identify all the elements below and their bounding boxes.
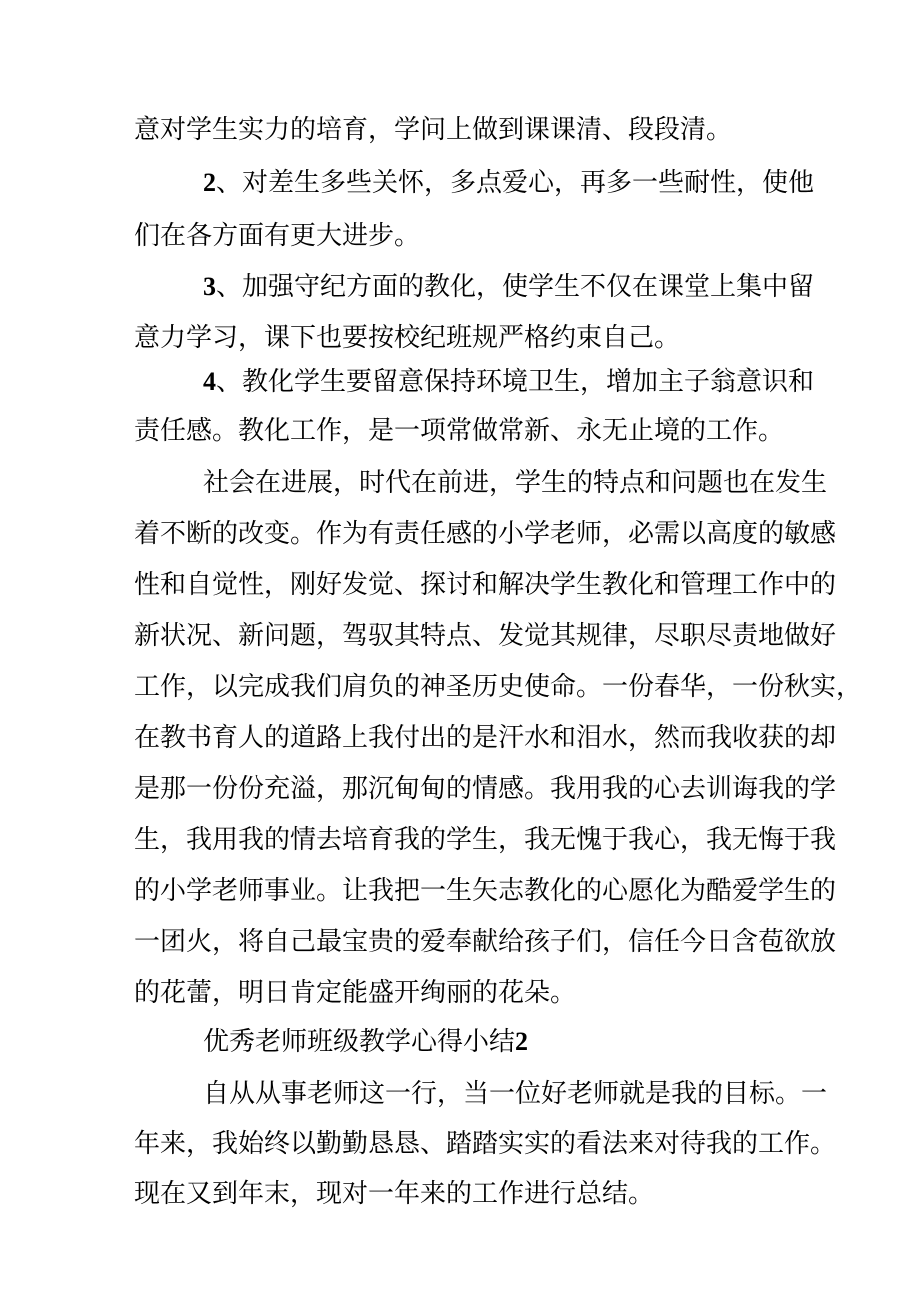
text-line: 生，我用我的情去培育我的学生，我无愧于我心，我无悔于我 xyxy=(134,825,837,855)
text-line: 年来，我始终以勤勤恳恳、踏踏实实的看法来对待我的工作。 xyxy=(134,1129,837,1159)
text-line: 现在又到年末，现对一年来的工作进行总结。 xyxy=(134,1179,655,1209)
text-line: 们在各方面有更大进步。 xyxy=(134,221,421,251)
heading-text: 优秀老师班级教学心得小结 xyxy=(203,1027,516,1057)
text-line: 工作，以完成我们肩负的神圣历史使命。一份春华，一份秋实， xyxy=(134,672,863,702)
text-line: 意对学生实力的培育，学问上做到课课清、段段清。 xyxy=(134,115,733,145)
text-line: 是那一份份充溢，那沉甸甸的情感。我用我的心去训诲我的学 xyxy=(134,774,837,804)
text-line: 责任感。教化工作，是一项常做常新、永无止境的工作。 xyxy=(134,416,785,446)
text-line: 、对差生多些关怀，多点爱心，再多一些耐性，使他 xyxy=(216,168,815,198)
text-line: 的小学老师事业。让我把一生矢志教化的心愿化为酷爱学生的 xyxy=(134,876,837,906)
section-heading xyxy=(203,1022,528,1062)
paragraph-start: 自从从事老师这一行，当一位好老师就是我的目标。一 xyxy=(203,1079,828,1109)
text-line: 性和自觉性，刚好发觉、探讨和解决学生教化和管理工作中的 xyxy=(134,570,837,600)
list-item-4 xyxy=(203,362,815,402)
text-line: 一团火，将自己最宝贵的爱奉献给孩子们，信任今日含苞欲放 xyxy=(134,927,837,957)
list-item-3 xyxy=(203,267,815,307)
text-line: 、教化学生要留意保持环境卫生，增加主子翁意识和 xyxy=(216,367,815,397)
paragraph-start: 社会在进展，时代在前进，学生的特点和问题也在发生 xyxy=(203,468,828,498)
text-line: 着不断的改变。作为有责任感的小学老师，必需以高度的敏感 xyxy=(134,519,837,549)
text-line: 新状况、新问题，驾驭其特点、发觉其规律，尽职尽责地做好 xyxy=(134,621,837,651)
list-item-2 xyxy=(203,163,815,203)
text-line: 意力学习，课下也要按校纪班规严格约束自己。 xyxy=(134,323,681,353)
list-number: 3 xyxy=(203,272,216,301)
list-number: 2 xyxy=(203,168,216,197)
text-line: 、加强守纪方面的教化，使学生不仅在课堂上集中留 xyxy=(216,272,815,302)
list-number: 4 xyxy=(203,367,216,396)
text-line: 在教书育人的道路上我付出的是汗水和泪水，然而我收获的却 xyxy=(134,723,837,753)
heading-number: 2 xyxy=(515,1027,529,1056)
text-line: 的花蕾，明日肯定能盛开绚丽的花朵。 xyxy=(134,978,577,1008)
